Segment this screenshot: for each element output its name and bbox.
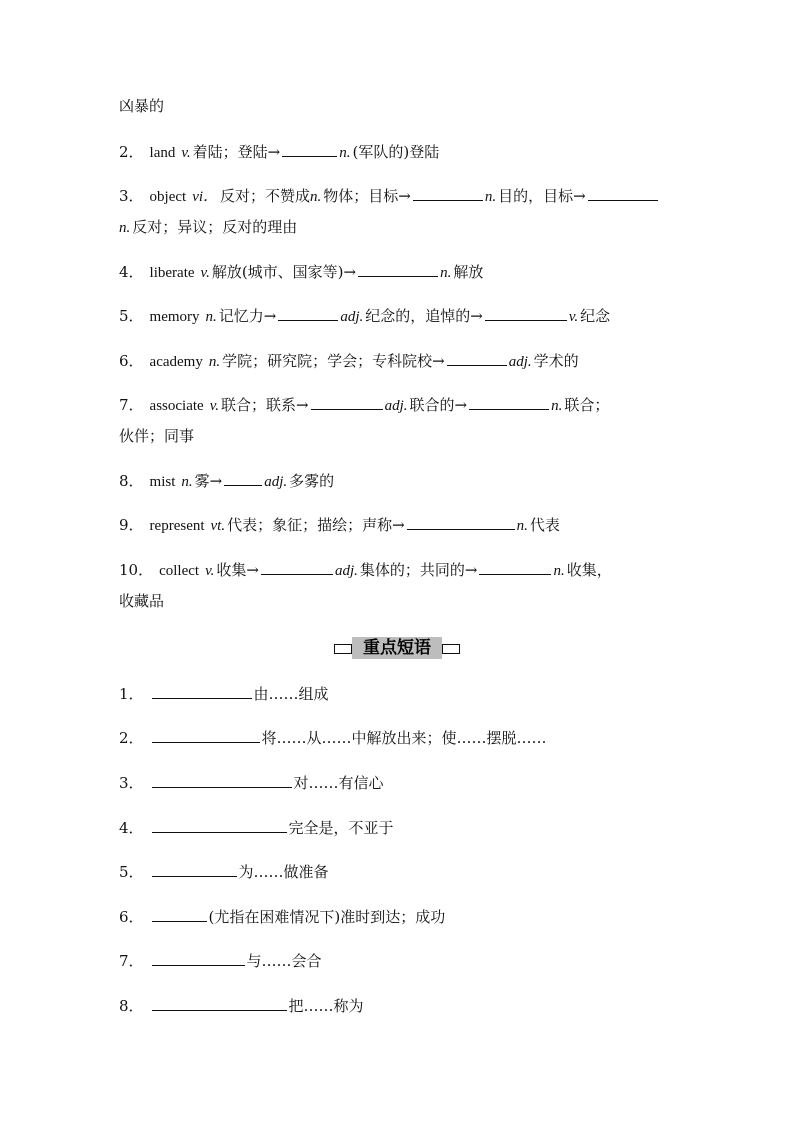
section-heading-title: 重点短语 [352,637,442,659]
headword: land [149,145,176,161]
item-number: 4． [119,263,144,281]
item-number: 7． [119,396,144,414]
section-heading [334,637,460,659]
meaning: 学院；研究院；学会；专科院校→ [222,352,445,370]
headword: associate [149,398,204,414]
meaning: 收集， [566,561,612,579]
item-number: 2． [119,729,144,747]
headword: mist [149,474,176,490]
part-of-speech: n. [205,309,217,325]
phrase-meaning: 对……有信心 [293,774,384,792]
phrase-item-2 [119,728,679,748]
meaning: 解放 [453,263,484,281]
answer-blank[interactable] [152,684,252,699]
meaning: 记忆力→ [218,307,277,325]
part-of-speech: adj. [384,398,408,414]
answer-blank[interactable] [224,471,262,486]
continuation-text: 凶暴的 [119,97,165,115]
meaning: 代表；象征；描绘；声称→ [227,516,405,534]
meaning: 物体；目标→ [323,187,411,205]
item-number: 2． [119,143,144,161]
phrase-meaning: 为……做准备 [238,863,329,881]
answer-blank[interactable] [479,560,551,575]
phrase-meaning: 与……会合 [246,952,322,970]
part-of-speech: adj. [334,563,358,579]
part-of-speech: n. [208,354,221,370]
answer-blank[interactable] [407,515,515,530]
phrase-item-7 [119,951,679,971]
vocab-item-6 [119,351,679,372]
item-number: 3． [119,774,144,792]
phrase-meaning: 将……从……中解放出来；使……摆脱…… [261,729,547,747]
headword: academy [149,354,203,370]
headword: represent [149,518,205,534]
meaning: 学术的 [533,352,579,370]
heading-decoration-left [334,644,352,654]
vocab-item-7 [119,395,679,416]
meaning: 收藏品 [119,592,165,610]
part-of-speech: v. [200,265,210,281]
item-number: 5． [119,307,144,325]
part-of-speech: adj. [340,309,364,325]
item-number: 8． [119,997,144,1015]
phrase-meaning: 完全是，不亚于 [288,819,394,837]
answer-blank[interactable] [152,951,245,966]
vocab-item-7-continued [119,426,679,446]
answer-blank[interactable] [152,818,287,833]
phrase-item-6 [119,907,679,927]
headword: memory [149,309,200,325]
part-of-speech: n. [310,189,322,205]
part-of-speech: n. [119,220,131,236]
vocab-item-3 [119,186,679,207]
meaning: 解放(城市、国家等)→ [211,263,357,281]
vocab-item-9 [119,515,679,536]
vocab-item-8 [119,471,679,492]
item-number: 10． [119,561,154,579]
phrase-item-3 [119,773,679,793]
answer-blank[interactable] [282,142,337,157]
answer-blank[interactable] [485,306,567,321]
headword: collect [159,563,200,579]
meaning: 联合； [564,396,610,414]
headword: liberate [149,265,195,281]
part-of-speech: n. [484,189,497,205]
vocab-item-3-continued [119,217,679,238]
item-number: 6． [119,352,144,370]
meaning: 集体的；共同的→ [359,561,478,579]
phrase-item-8 [119,996,679,1016]
vocab-item-2 [119,142,679,163]
answer-blank[interactable] [152,862,237,877]
phrase-meaning: 把……称为 [288,997,364,1015]
item-number: 6． [119,908,144,926]
item-number: 1． [119,685,144,703]
vocab-item-4 [119,262,679,283]
part-of-speech: vi． [192,189,219,205]
answer-blank[interactable] [413,186,483,201]
item-number: 3． [119,187,144,205]
answer-blank[interactable] [588,186,658,201]
answer-blank[interactable] [447,351,507,366]
answer-blank[interactable] [311,395,383,410]
part-of-speech: n. [516,518,528,534]
answer-blank[interactable] [152,996,287,1011]
answer-blank[interactable] [261,560,333,575]
continuation-line [119,96,679,116]
answer-blank[interactable] [152,907,207,922]
meaning: 纪念的，追悼的→ [365,307,483,325]
meaning: 雾→ [194,472,223,490]
heading-decoration-right [442,644,460,654]
item-number: 5． [119,863,144,881]
meaning: 伙伴；同事 [119,427,195,445]
phrase-item-4 [119,818,679,838]
meaning: 联合；联系→ [220,396,309,414]
vocab-item-10 [119,560,679,581]
phrase-meaning: 由……组成 [253,685,329,703]
part-of-speech: n. [553,563,565,579]
meaning: 着陆；登陆→ [192,143,281,161]
vocab-item-5 [119,306,679,327]
phrase-meaning: (尤指在困难情况下)准时到达；成功 [208,908,446,926]
part-of-speech: v. [568,309,579,325]
part-of-speech: v. [205,563,215,579]
vocab-item-10-continued [119,591,679,611]
part-of-speech: v. [209,398,219,414]
answer-blank[interactable] [358,262,438,277]
meaning: (军队的)登陆 [352,143,440,161]
part-of-speech: n. [551,398,563,414]
headword: object [149,189,187,205]
phrase-item-1 [119,684,679,704]
item-number: 4． [119,819,144,837]
answer-blank[interactable] [469,395,549,410]
item-number: 8． [119,472,144,490]
answer-blank[interactable] [152,728,260,743]
part-of-speech: vt. [210,518,226,534]
meaning: 目的，目标→ [498,187,586,205]
part-of-speech: adj. [264,474,288,490]
answer-blank[interactable] [278,306,338,321]
meaning: 代表 [529,516,560,534]
meaning: 反对；不赞成 [220,187,311,205]
phrase-item-5 [119,862,679,882]
item-number: 7． [119,952,144,970]
meaning: 收集→ [216,561,259,579]
part-of-speech: n. [440,265,452,281]
part-of-speech: adj. [508,354,532,370]
meaning: 纪念 [580,307,611,325]
answer-blank[interactable] [152,773,292,788]
meaning: 多雾的 [289,472,335,490]
part-of-speech: n. [181,474,193,490]
part-of-speech: v. [181,145,191,161]
item-number: 9． [119,516,144,534]
meaning: 反对；异议；反对的理由 [132,218,298,236]
meaning: 联合的→ [409,396,468,414]
part-of-speech: n. [339,145,351,161]
